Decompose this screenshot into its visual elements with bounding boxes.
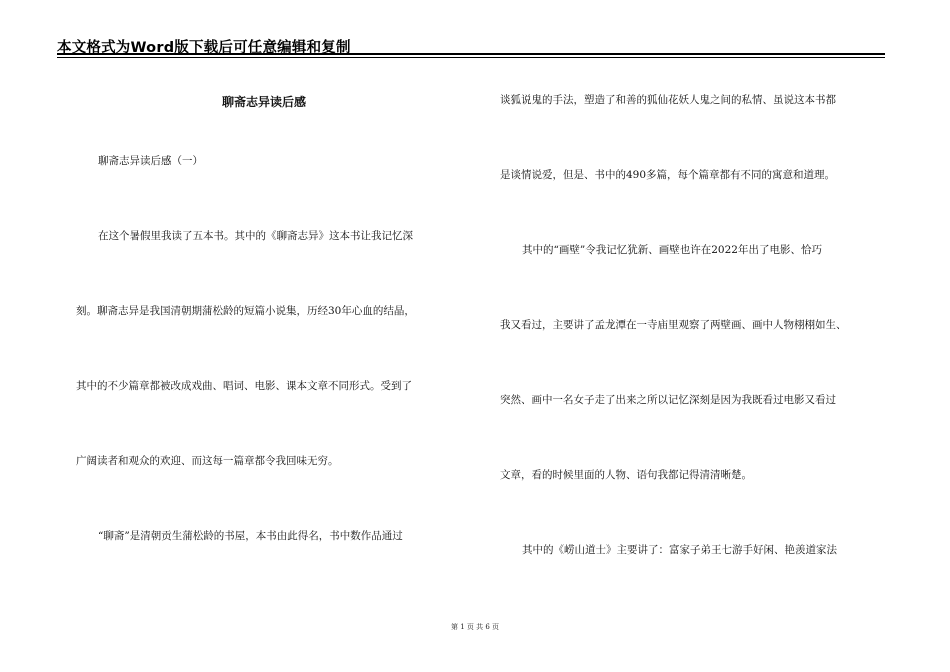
header-rule-thin bbox=[57, 57, 885, 58]
document-title: 聊斋志异读后感 bbox=[221, 95, 306, 109]
right-column-line: 突然、画中一名女子走了出来之所以记忆深刻是因为我既看过电影又看过 bbox=[500, 394, 836, 406]
left-column-line: 聊斋志异读后感（一） bbox=[98, 155, 203, 167]
right-column-line: 文章，看的时候里面的人物、语句我都记得清清晰楚。 bbox=[500, 469, 752, 481]
left-column-line: 刻。聊斋志异是我国清朝期蒲松龄的短篇小说集，历经30年心血的结晶， bbox=[76, 305, 415, 317]
left-column-line: 广阔读者和观众的欢迎、而这每一篇章都令我回味无穷。 bbox=[76, 455, 339, 467]
right-column-line: 是谈情说爱，但是、书中的490多篇，每个篇章都有不同的寓意和道理。 bbox=[500, 169, 836, 181]
right-column-line: 其中的“画壁”令我记忆犹新、画壁也许在2022年出了电影、恰巧 bbox=[522, 244, 822, 256]
right-column-line: 我又看过，主要讲了孟龙潭在一寺庙里观察了两壁画、画中人物栩栩如生、 bbox=[500, 319, 847, 331]
page-number: 第 1 页 共 6 页 bbox=[450, 623, 500, 631]
header-rule bbox=[57, 53, 885, 55]
left-column-line: 在这个暑假里我读了五本书。其中的《聊斋志异》这本书让我记忆深 bbox=[98, 230, 413, 242]
right-column-line: 谈狐说鬼的手法，塑造了和善的狐仙花妖人鬼之间的私情、虽说这本书都 bbox=[500, 94, 836, 106]
left-column-line: 其中的不少篇章都被改成戏曲、唱词、电影、课本文章不同形式。受到了 bbox=[76, 380, 412, 392]
header-title: 本文格式为Word版下载后可任意编辑和复制 bbox=[57, 40, 351, 56]
right-column-line: 其中的《崂山道士》主要讲了：富家子弟王七游手好闲、艳羡道家法 bbox=[522, 544, 837, 556]
left-column-line: “聊斋”是清朝贡生蒲松龄的书屋，本书由此得名，书中数作品通过 bbox=[98, 530, 403, 542]
